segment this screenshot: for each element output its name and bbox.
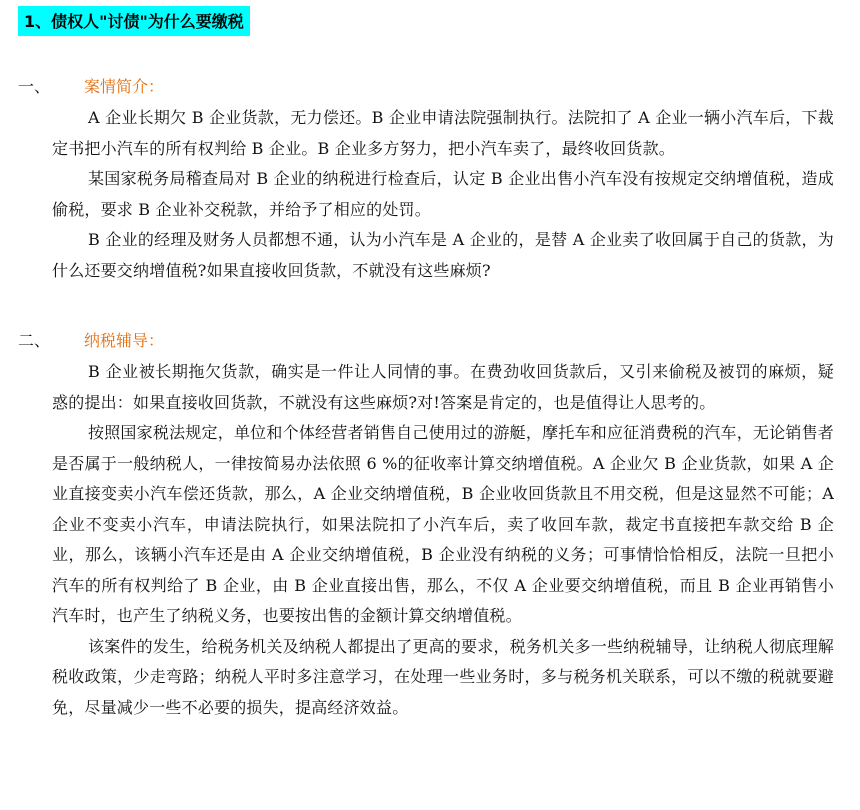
section-1-heading: 案情简介： [84, 77, 165, 96]
document-title: 1、债权人"讨债"为什么要缴税 [18, 6, 250, 36]
section-2-body [52, 357, 834, 723]
paragraph: B 企业的经理及财务人员都想不通，认为小汽车是 A 企业的，是替 A 企业卖了收回属于自己的货款，为什么还要交纳增值税?如果直接收回货款，不就没有这些麻烦? [52, 230, 834, 280]
section-2-header [18, 328, 164, 354]
paragraph: 某国家税务局稽查局对 B 企业的纳税进行检查后，认定 B 企业出售小汽车没有按规定交纳增值税，造成偷税，要求 B 企业补交税款，并给予了相应的处罚。 [52, 169, 834, 219]
section-1-number: 一、 [18, 77, 51, 96]
section-1-body [52, 103, 834, 286]
section-2-heading: 纳税辅导： [84, 331, 165, 350]
paragraph: B 企业被长期拖欠货款，确实是一件让人同情的事。在费劲收回货款后，又引来偷税及被罚的麻烦，疑惑的提出：如果直接收回货款，不就没有这些麻烦?对!答案是肯定的，也是值得让人思考的。 [52, 362, 834, 412]
paragraph: A 企业长期欠 B 企业货款，无力偿还。B 企业申请法院强制执行。法院扣了 A 企业一辆小汽车后，下裁定书把小汽车的所有权判给 B 企业。B 企业多方努力，把小汽车卖了，最终收回货款。 [52, 108, 834, 158]
section-1-header [18, 74, 164, 100]
section-2-number: 二、 [18, 331, 51, 350]
paragraph: 该案件的发生，给税务机关及纳税人都提出了更高的要求，税务机关多一些纳税辅导，让纳税人彻底理解税收政策，少走弯路；纳税人平时多注意学习，在处理一些业务时，多与税务机关联系，可以不缴的税就要避免，尽量减少一些不必要的损失，提高经济效益。 [52, 636, 834, 717]
paragraph: 按照国家税法规定，单位和个体经营者销售自己使用过的游艇，摩托车和应征消费税的汽车，无论销售者是否属于一般纳税人，一律按简易办法依照 6 %的征收率计算交纳增值税。A 企业欠 B 企业货款，如果 A 企业直接变卖小汽车偿还货款，那么，A 企业交纳增值税，B 企业收回货款且不用交税，但是这显然不可能；A 企业不变卖小汽车，申请法院执行，如果法院扣了小汽车后，卖了收回车款，裁定书直接把车款交给 B 企业，那么，该辆小汽车还是由 A 企业交纳增值税，B 企业没有纳税的义务；可事情恰恰相反，法院一旦把小汽车的所有权判给了 B 企业，由 B 企业直接出售，那么，不仅 A 企业要交纳增值税，而且 B 企业再销售小汽车时，也产生了纳税义务，也要按出售的金额计算交纳增值税。 [52, 423, 834, 625]
